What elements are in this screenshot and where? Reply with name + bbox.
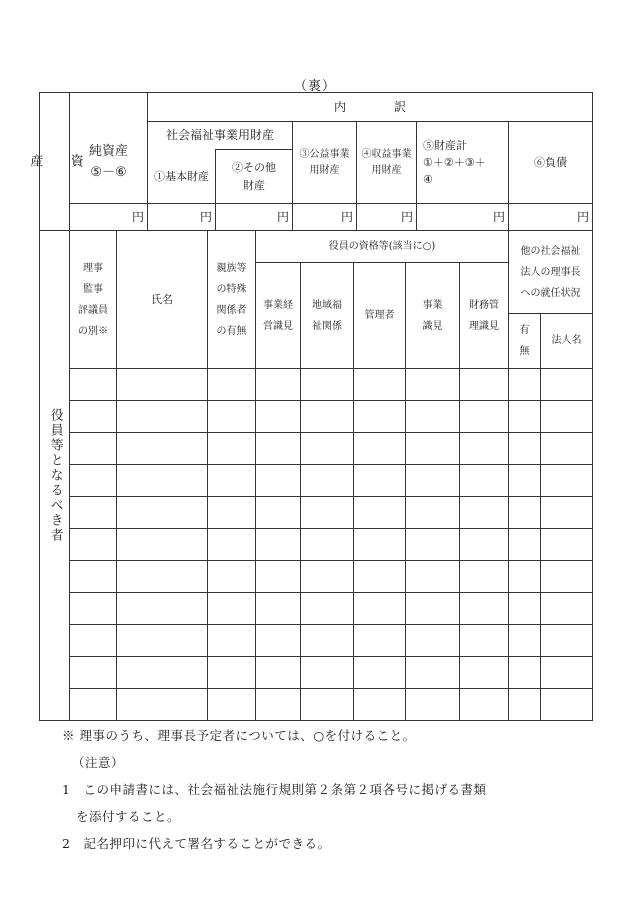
corp-name-header: 法人名 xyxy=(551,335,582,347)
property-total-label xyxy=(423,122,507,203)
role-header: 理事 監事 評議員 の別※ xyxy=(78,262,108,337)
note-1-line-1: 1 この申請書には、社会福祉法施行規則第２条第２項各号に掲げる書類 xyxy=(62,782,487,797)
social-welfare-property-label: 社会福祉事業用財産 xyxy=(165,128,274,143)
officers-section-text: 役員等となるべき者 xyxy=(47,408,63,543)
business-insight-header: 事業 識見 xyxy=(422,299,443,332)
net-assets-yen: 円 xyxy=(131,209,144,224)
community-welfare-header: 地域福 祉関係 xyxy=(312,299,342,332)
property-total-text: ⑤財産計 ①＋②＋③＋ ④ xyxy=(423,138,486,187)
business-management-header: 事業経 営識見 xyxy=(263,299,293,332)
assets-label-text: 資 産 xyxy=(27,154,83,169)
profit-business-property-label: ④収益事業 用財産 xyxy=(361,149,412,176)
liabilities-yen: 円 xyxy=(576,209,589,224)
name-header: 氏名 xyxy=(151,292,173,306)
presence-header: 有 無 xyxy=(519,325,530,357)
notes-block xyxy=(62,722,602,857)
financial-insight-header: 財務管 理識見 xyxy=(469,299,499,332)
caution-title: （注意） xyxy=(72,755,125,770)
relatives-header: 親族等 の特殊 関係者 の有無 xyxy=(216,262,247,337)
note-1-line-2: を添付すること。 xyxy=(76,809,181,824)
basic-property-yen: 円 xyxy=(199,209,212,224)
page-heading: （裏） xyxy=(293,79,336,94)
public-interest-yen: 円 xyxy=(340,209,353,224)
other-property-label: ②その他 財産 xyxy=(232,161,276,192)
note-2: 2 記名押印に代えて署名することができる。 xyxy=(62,836,331,851)
officers-section-label xyxy=(40,231,69,720)
other-corp-header: 他の社会福祉 法人の理事長 への就任状況 xyxy=(520,245,581,299)
property-total-yen: 円 xyxy=(492,209,505,224)
public-interest-property-label: ③公益事業 用財産 xyxy=(299,149,350,176)
manager-header: 管理者 xyxy=(364,309,395,321)
basic-property-label: ①基本財産 xyxy=(154,169,209,183)
qualification-header: 役員の資格等(該当に○) xyxy=(328,240,436,252)
assets-label xyxy=(27,93,83,230)
breakdown-label: 内 訳 xyxy=(333,99,406,114)
liabilities-label: ⑥負債 xyxy=(534,155,567,169)
asterisk-note: ※ 理事のうち、理事長予定者については、○を付けること。 xyxy=(62,728,416,743)
other-property-yen: 円 xyxy=(276,209,289,224)
profit-business-yen: 円 xyxy=(400,209,413,224)
net-assets-label: 純資産 ⑤－⑥ xyxy=(88,144,128,180)
